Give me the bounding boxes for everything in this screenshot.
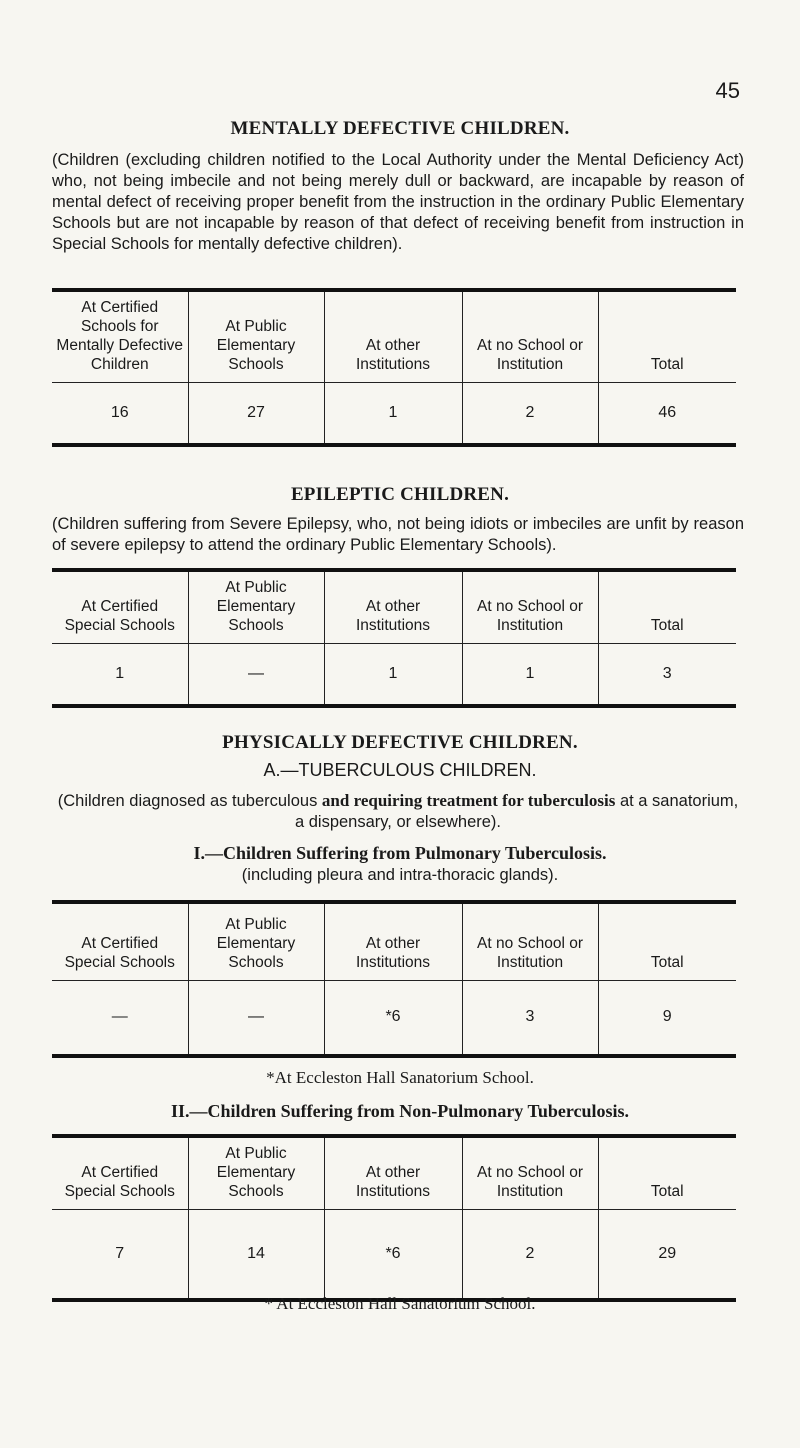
epileptic-heading: EPILEPTIC CHILDREN. xyxy=(290,484,510,505)
header-cell: Total xyxy=(598,1136,736,1210)
header-cell: At other Institutions xyxy=(324,902,462,980)
value-cell: 3 xyxy=(598,644,736,706)
value-cell: 1 xyxy=(324,644,462,706)
page-number: 45 xyxy=(715,78,740,103)
value-cell: 27 xyxy=(188,383,324,445)
header-cell: At other Institutions xyxy=(324,570,462,644)
header-cell: At no School or Institution xyxy=(462,290,598,383)
header-cell: At no School or Institution xyxy=(462,570,598,644)
non-pulmonary-footnote: * At Eccleston Hall Sanatorium School. xyxy=(264,1294,536,1313)
mental-heading: MENTALLY DEFECTIVE CHILDREN. xyxy=(230,118,570,139)
header-cell: Total xyxy=(598,290,736,383)
value-cell: 16 xyxy=(52,383,188,445)
mental-description: (Children (excluding children notified to the Local Authority under the Mental Deficiency Act) who, not being imbecile and not being merely dull or backward, are incapable by reason of mental defect of receiving proper benefit from the instruction in the ordinary Public Elementary Schools but are not incapable by reason of that defect of receiving benefit from instruction in Special Schools for mentally defective children). xyxy=(52,151,744,253)
value-cell: 3 xyxy=(462,980,598,1056)
value-cell: 14 xyxy=(188,1210,324,1300)
value-cell: — xyxy=(188,644,324,706)
description-text: (Children diagnosed as tuberculous xyxy=(57,792,318,810)
value-cell: 2 xyxy=(462,383,598,445)
non-pulmonary-table xyxy=(52,1134,736,1302)
non-pulmonary-title: II.—Children Suffering from Non-Pulmonary Tuberculosis. xyxy=(170,1101,630,1121)
header-cell: At no School or Institution xyxy=(462,902,598,980)
value-cell: 1 xyxy=(324,383,462,445)
description-bold-text: and requiring treatment for tuberculosis xyxy=(321,791,616,810)
header-cell: At Public Elementary Schools xyxy=(188,902,324,980)
value-cell: 1 xyxy=(52,644,188,706)
value-cell: 2 xyxy=(462,1210,598,1300)
value-cell: — xyxy=(52,980,188,1056)
header-cell: At Public Elementary Schools xyxy=(188,1136,324,1210)
header-cell: At Certified Special Schools xyxy=(52,570,188,644)
value-cell: 7 xyxy=(52,1210,188,1300)
description-text: at a sanatorium, a dispensary, or elsewhere). xyxy=(294,792,739,831)
value-cell: *6 xyxy=(324,1210,462,1300)
pulmonary-note: (including pleura and intra-thoracic glands). xyxy=(241,866,559,884)
header-cell: At other Institutions xyxy=(324,290,462,383)
epileptic-table xyxy=(52,568,736,708)
value-cell: 46 xyxy=(598,383,736,445)
header-cell: Total xyxy=(598,902,736,980)
mental-table xyxy=(52,288,736,447)
tuberculous-description xyxy=(52,790,744,833)
physical-heading: PHYSICALLY DEFECTIVE CHILDREN. xyxy=(222,732,578,753)
pulmonary-title: I.—Children Suffering from Pulmonary Tuberculosis. xyxy=(193,843,607,863)
tuberculous-subheading: A.—TUBERCULOUS CHILDREN. xyxy=(263,760,537,780)
header-cell: At Public Elementary Schools xyxy=(188,290,324,383)
value-cell: 9 xyxy=(598,980,736,1056)
value-cell: — xyxy=(188,980,324,1056)
value-cell: *6 xyxy=(324,980,462,1056)
pulmonary-table xyxy=(52,900,736,1058)
header-cell: At Certified Special Schools xyxy=(52,1136,188,1210)
value-cell: 1 xyxy=(462,644,598,706)
header-cell: At no School or Institution xyxy=(462,1136,598,1210)
header-cell: At Certified Special Schools xyxy=(52,902,188,980)
header-cell: Total xyxy=(598,570,736,644)
epileptic-description: (Children suffering from Severe Epilepsy, who, not being idiots or imbeciles are unfit by reason of severe epilepsy to attend the ordinary Public Elementary Schools). xyxy=(52,515,744,554)
pulmonary-footnote: *At Eccleston Hall Sanatorium School. xyxy=(266,1068,534,1087)
header-cell: At Certified Schools for Mentally Defective Children xyxy=(52,290,188,383)
value-cell: 29 xyxy=(598,1210,736,1300)
header-cell: At Public Elementary Schools xyxy=(188,570,324,644)
header-cell: At other Institutions xyxy=(324,1136,462,1210)
